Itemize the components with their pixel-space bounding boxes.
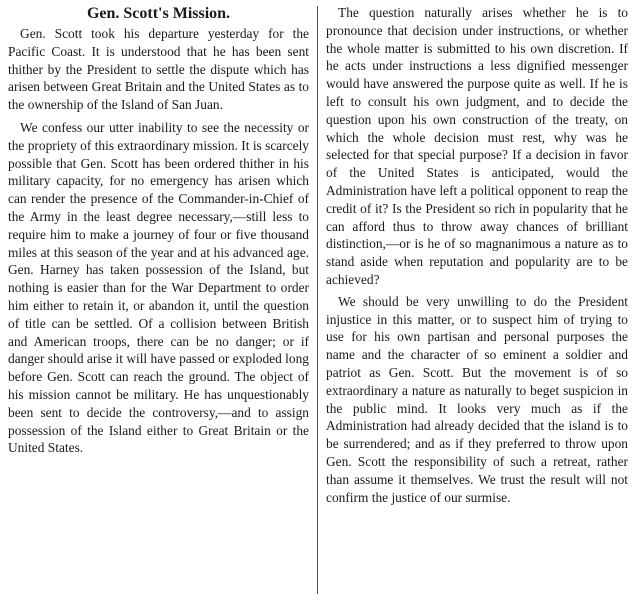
right-column [326,4,628,510]
article-headline: Gen. Scott's Mission. [86,5,231,22]
paragraph-2: We confess our utter inability to see the necessity or the propriety of this extraordinary mission. It is scarcely possible that Gen. Scott has been ordered thither in his military capacity, for no emergency has arisen which can render the presence of the Commander-in-Chief of the Army in the least degree necessary,—still less to require him to make a journey of four or five thousand miles at this season of the year and at his advanced age. Gen. Harney has taken possession of the Island, but nothing is easier than for the War Department to order him either to retain it, or abandon it, until the question of title can be settled. Of a collision between British and American troops, there can be no danger; or if danger should arise it will have passed or exploded long before Gen. Scott can reach the ground. The object of his mission cannot be military. He has unquestionably been sent to decide the controversy,—and to assign possession of the Island either to Great Britain or the United States. [8,119,309,456]
left-column [8,4,309,462]
paragraph-1: Gen. Scott took his departure yesterday for the Pacific Coast. It is understood that he has been sent thither by the President to settle the dispute which has arisen between Great Britain and the United States as to the ownership of the Island of San Juan. [8,26,309,113]
paragraph-3: The question naturally arises whether he is to pronounce that decision under instructions, or whether the whole matter is submitted to his own discretion. If he acts under instructions a less dignified messenger would have answered the purpose quite as well. If he is left to consult his own judgment, and to decide the question upon his own construction of the treaty, on which the whole decision must rest, why was he selected for that special purpose? If a decision in favor of the United States is anticipated, would the Administration have left a political opponent to reap the credit of it? Is the President so rich in popularity that he can afford thus to throw away chances of brilliant distinction,—or is he of so magnanimous a nature as to stand aside when reputation and popularity are to be achieved? [326,5,628,287]
paragraph-4: We should be very unwilling to do the President injustice in this matter, or to suspect him of trying to use for his own partisan and personal purposes the name and the character of so eminent a soldier and patriot as Gen. Scott. But the movement is of so extraordinary a nature as naturally to beget suspicion in the public mind. It looks very much as if the Administration had already decided that the island is to be surrendered; and as if they preferred to throw upon Gen. Scott the responsibility of such a retreat, rather than assume it themselves. We trust the result will not confirm the justice of our surmise. [326,293,628,505]
column-divider [317,6,318,594]
